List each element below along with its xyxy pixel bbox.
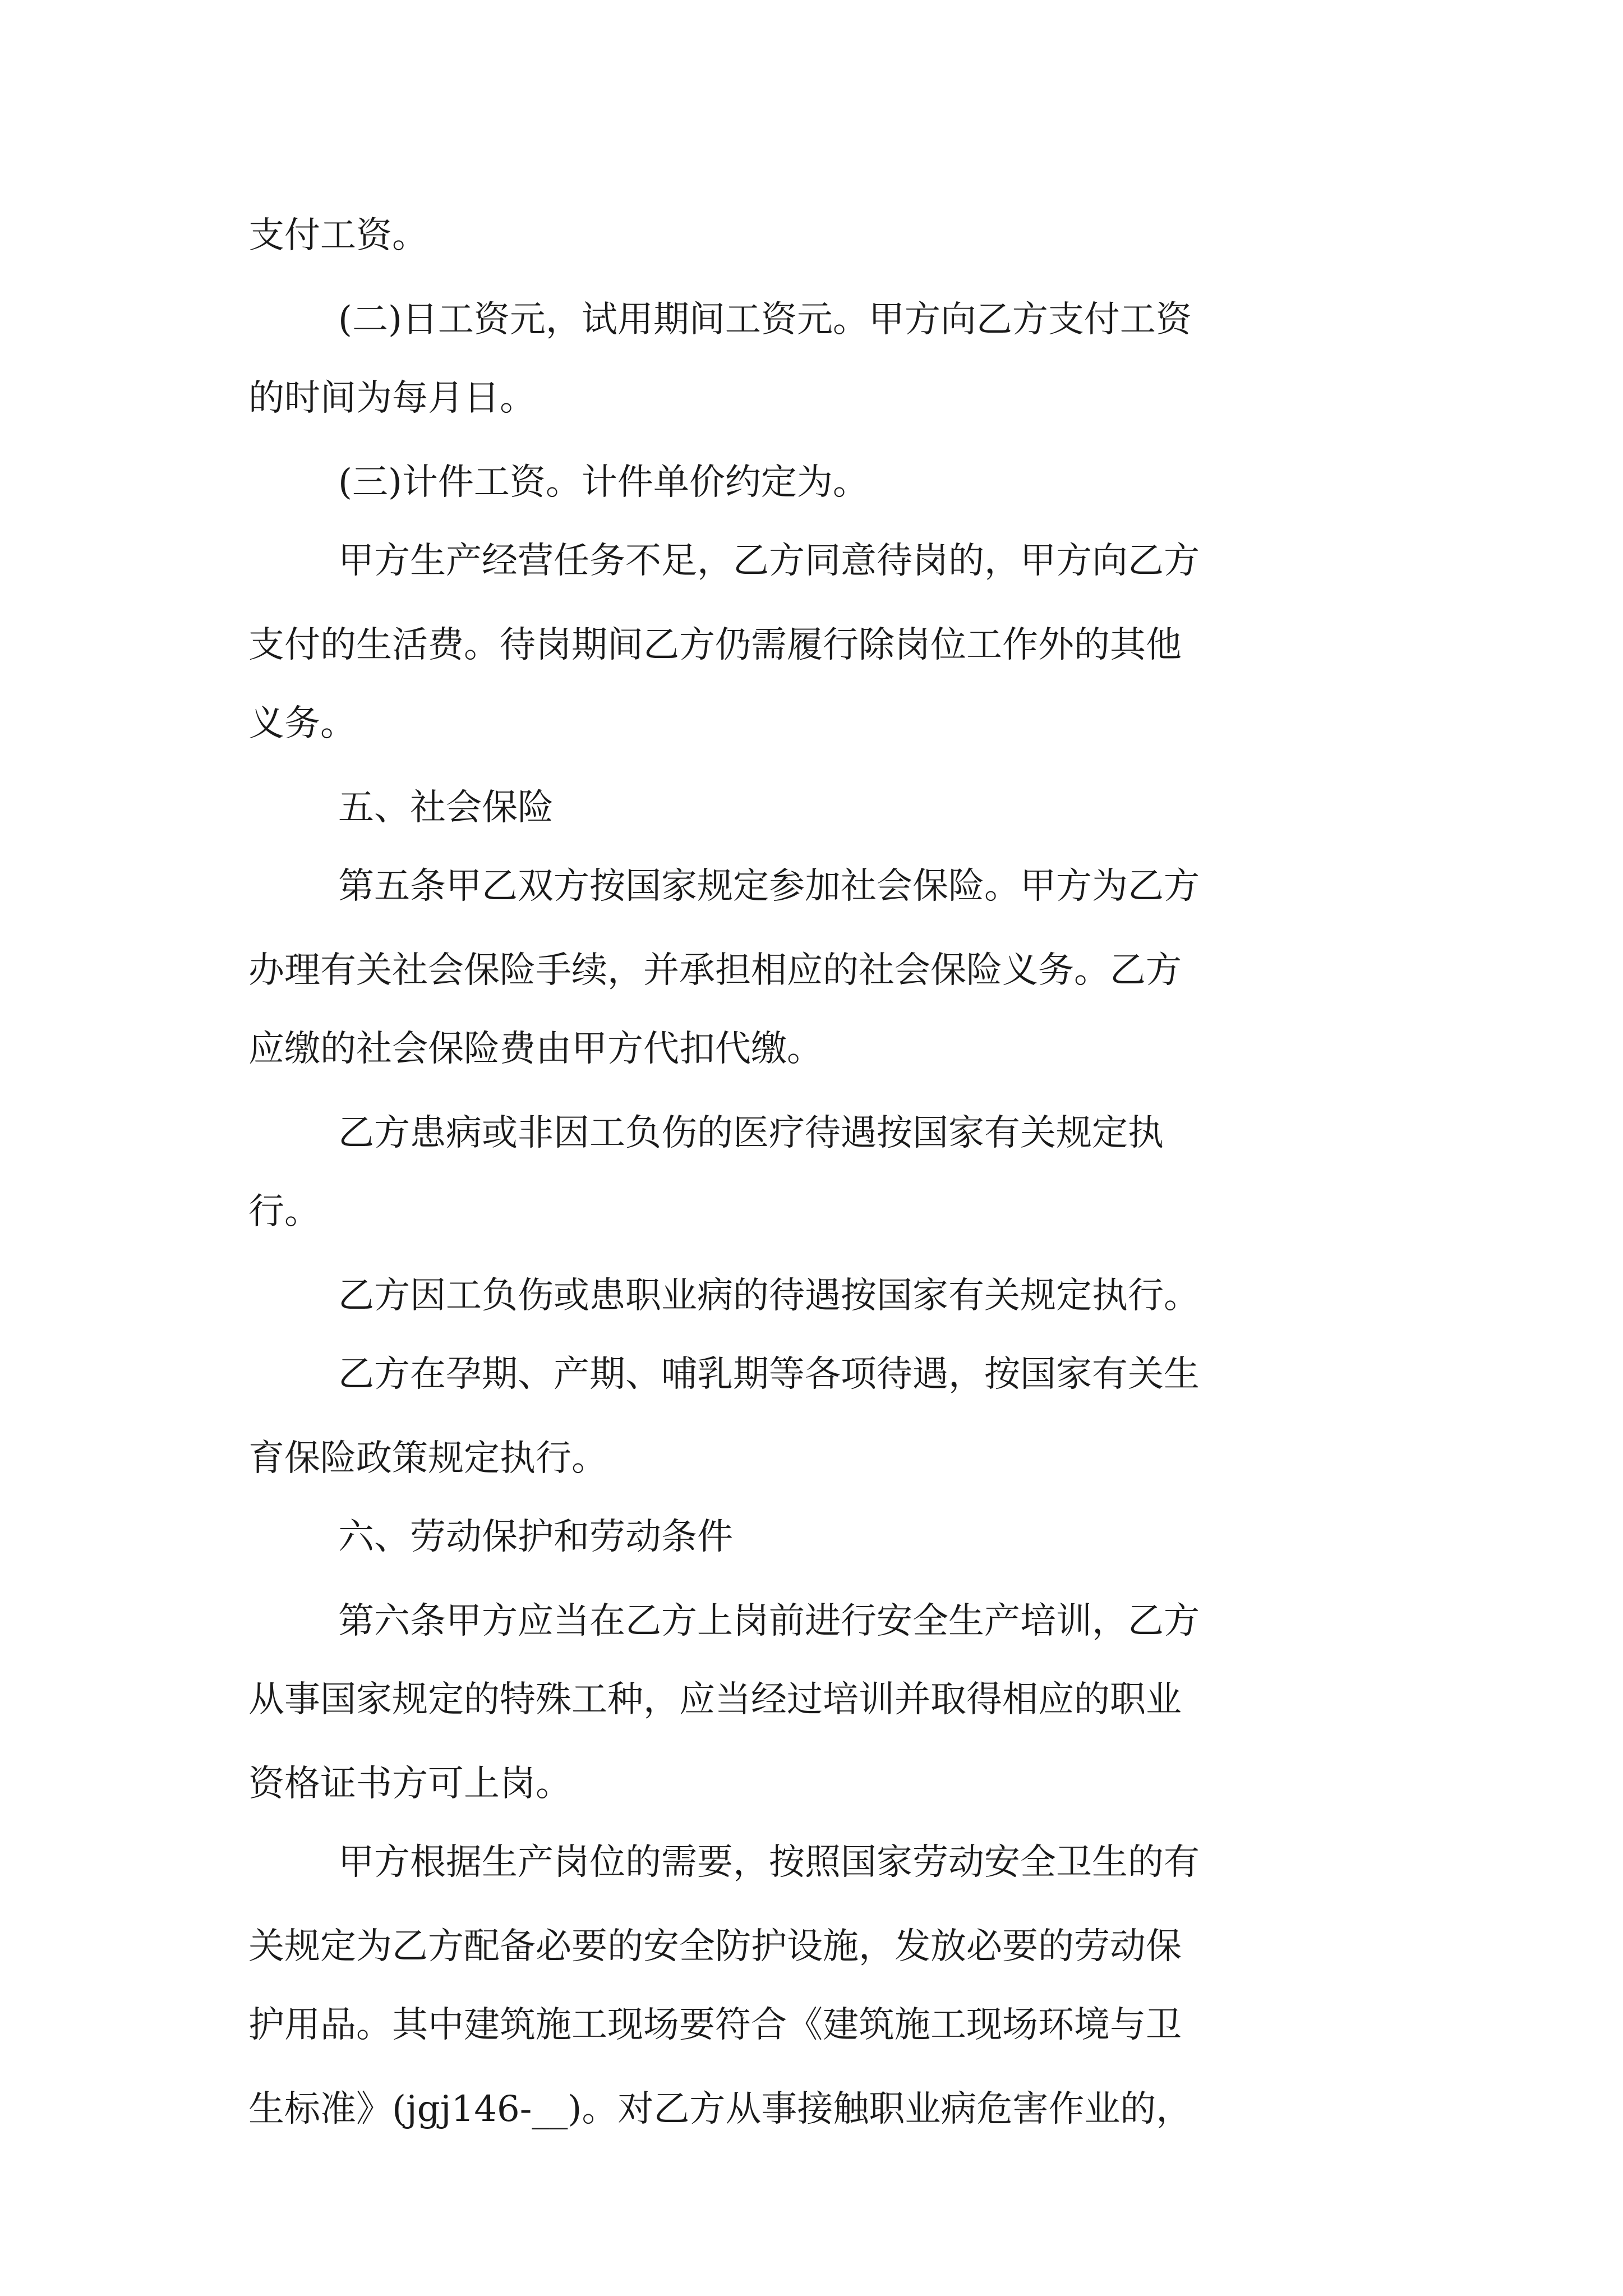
line-10: 办理有关社会保险手续，并承担相应的社会保险义务。乙方: [248, 950, 1182, 991]
line-15: 乙方在孕期、产期、哺乳期等各项待遇，按国家有关生: [338, 1354, 1200, 1395]
line-1: 支付工资。: [248, 215, 428, 256]
line-23: 护用品。其中建筑施工现场要符合《建筑施工现场环境与卫: [248, 2004, 1182, 2046]
section-heading-labor-protection: 六、劳动保护和劳动条件: [338, 1516, 733, 1558]
line-13: 行。: [248, 1191, 320, 1232]
line-24: 生标准》(jgj146-__)。对乙方从事接触职业病危害作业的，: [248, 2088, 1192, 2130]
line-11: 应缴的社会保险费由甲方代扣代缴。: [248, 1028, 823, 1070]
line-21: 甲方根据生产岗位的需要，按照国家劳动安全卫生的有: [338, 1842, 1200, 1883]
line-5: 甲方生产经营任务不足，乙方同意待岗的，甲方向乙方: [338, 540, 1200, 582]
line-9: 第五条甲乙双方按国家规定参加社会保险。甲方为乙方: [338, 866, 1200, 907]
line-22: 关规定为乙方配备必要的安全防护设施，发放必要的劳动保: [248, 1926, 1182, 1967]
line-7: 义务。: [248, 703, 356, 744]
line-2: (二)日工资元，试用期间工资元。甲方向乙方支付工资: [338, 299, 1192, 341]
line-19: 从事国家规定的特殊工种，应当经过培训并取得相应的职业: [248, 1679, 1182, 1720]
line-4: (三)计件工资。计件单价约定为。: [338, 462, 869, 503]
section-heading-social-insurance: 五、社会保险: [338, 787, 554, 829]
line-20: 资格证书方可上岗。: [248, 1763, 571, 1805]
line-14: 乙方因工负伤或患职业病的待遇按国家有关规定执行。: [338, 1275, 1200, 1317]
line-6: 支付的生活费。待岗期间乙方仍需履行除岗位工作外的其他: [248, 624, 1182, 666]
line-16: 育保险政策规定执行。: [248, 1438, 607, 1479]
line-12: 乙方患病或非因工负伤的医疗待遇按国家有关规定执: [338, 1112, 1164, 1154]
line-18: 第六条甲方应当在乙方上岗前进行安全生产培训，乙方: [338, 1600, 1200, 1642]
line-3: 的时间为每月日。: [248, 378, 536, 419]
